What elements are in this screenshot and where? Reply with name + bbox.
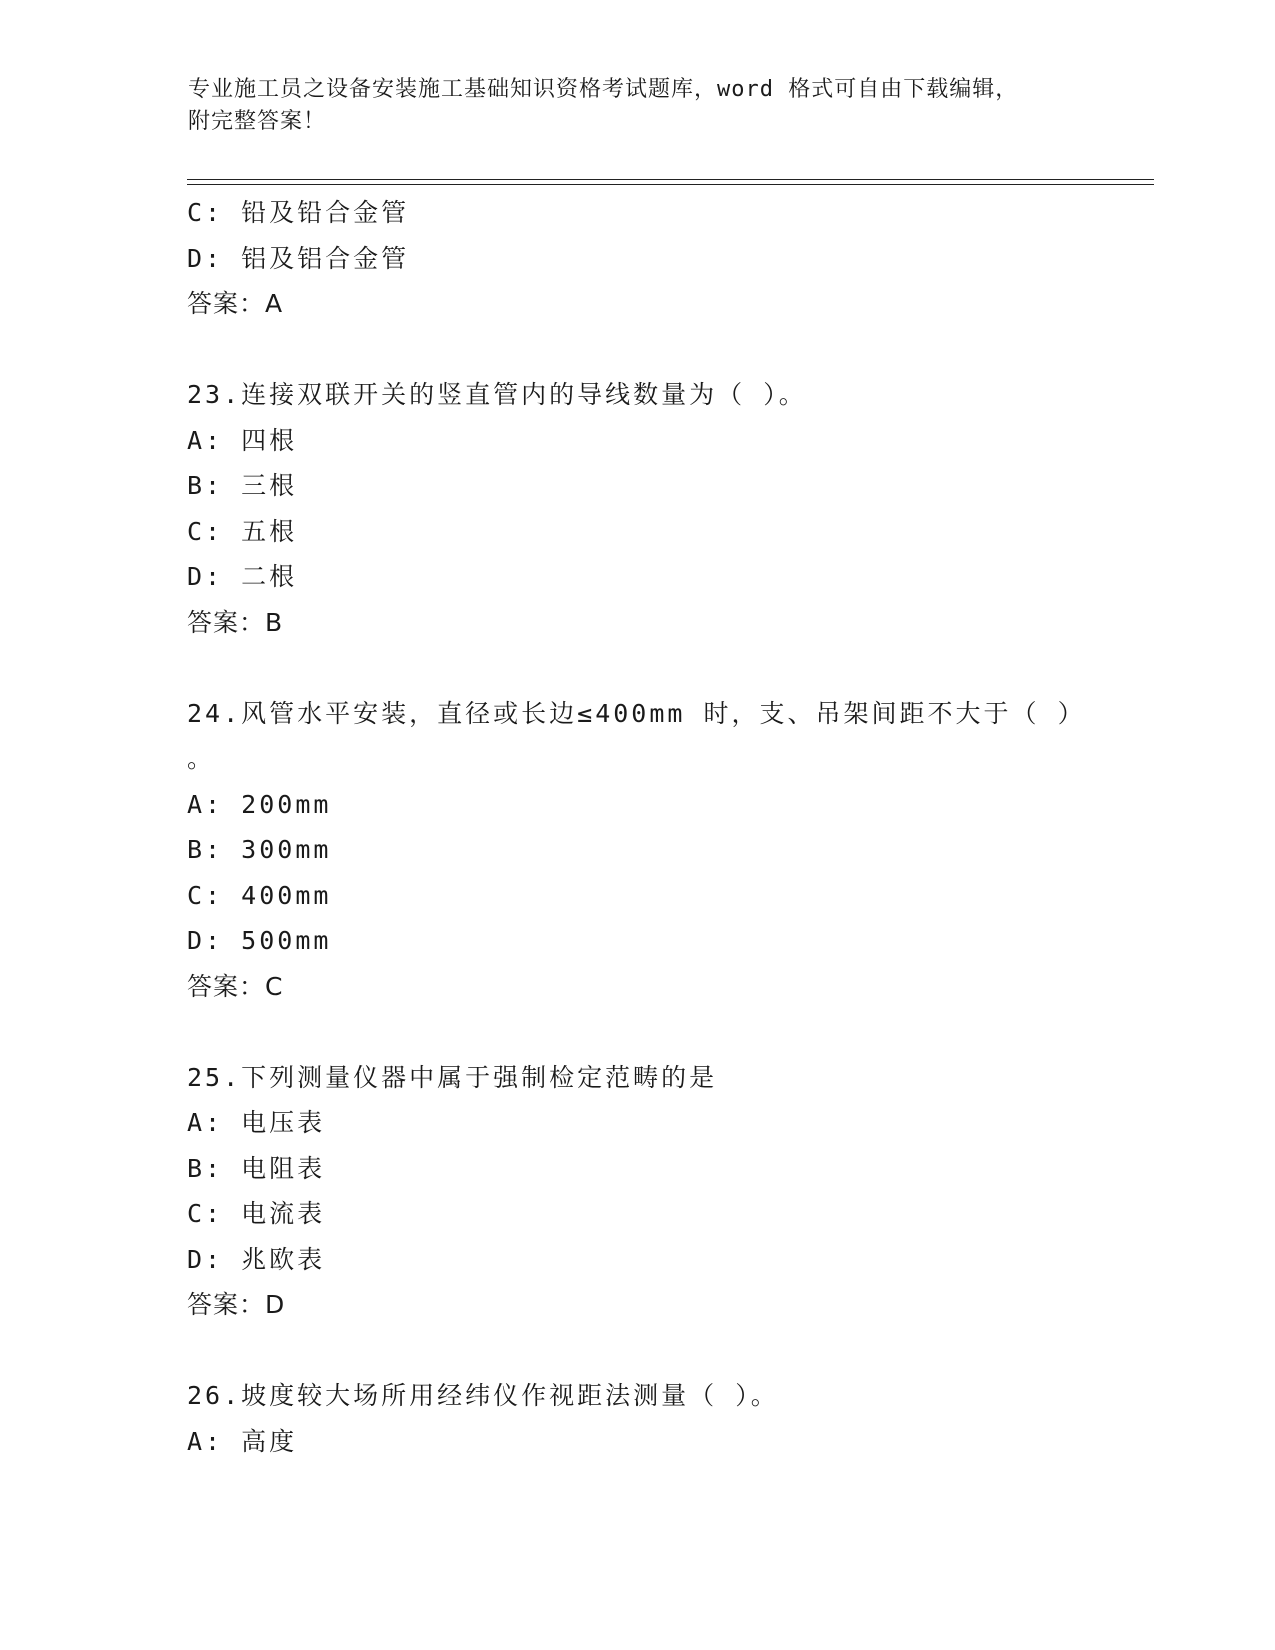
option-letter: D: bbox=[187, 243, 224, 273]
option-c bbox=[187, 873, 1087, 919]
option-letter: B: bbox=[187, 835, 224, 864]
option-letter: D: bbox=[187, 1244, 224, 1274]
option-letter: C: bbox=[187, 516, 224, 546]
option-text: 500mm bbox=[241, 926, 332, 955]
header-divider-top bbox=[187, 179, 1154, 180]
spacer bbox=[187, 1328, 1087, 1374]
option-d bbox=[187, 554, 1087, 600]
question-list bbox=[187, 190, 1087, 1464]
answer-line: 答案：D bbox=[187, 1290, 286, 1319]
option-letter: C: bbox=[187, 1199, 224, 1228]
option-text: 电压表 bbox=[241, 1108, 326, 1137]
option-text: 电流表 bbox=[241, 1199, 326, 1228]
header-line-1: 专业施工员之设备安装施工基础知识资格考试题库，word 格式可自由下载编辑， bbox=[188, 77, 1019, 102]
document-header bbox=[188, 74, 1088, 138]
option-letter: A: bbox=[187, 1426, 224, 1456]
option-letter: D: bbox=[187, 926, 224, 955]
option-c bbox=[187, 190, 1087, 236]
option-letter: B: bbox=[187, 471, 224, 500]
option-c bbox=[187, 509, 1087, 555]
option-letter: C: bbox=[187, 880, 224, 910]
question-stem: 24.风管水平安装，直径或长边≤400mm 时，支、吊架间距不大于（ ） bbox=[187, 698, 1086, 728]
option-text: 四根 bbox=[241, 425, 298, 455]
option-d bbox=[187, 918, 1087, 964]
option-a bbox=[187, 782, 1087, 828]
option-a bbox=[187, 1419, 1087, 1465]
question-stem: 26.坡度较大场所用经纬仪作视距法测量（ ）。 bbox=[187, 1381, 779, 1410]
answer-line: 答案：B bbox=[187, 607, 284, 637]
option-letter: C: bbox=[187, 198, 224, 227]
header-divider-bottom bbox=[187, 184, 1154, 185]
spacer bbox=[187, 645, 1087, 691]
option-letter: D: bbox=[187, 562, 224, 591]
spacer bbox=[187, 327, 1087, 373]
header-line-2: 附完整答案！ bbox=[188, 109, 327, 134]
option-letter: A: bbox=[187, 789, 224, 819]
option-b bbox=[187, 1146, 1087, 1192]
spacer bbox=[187, 1009, 1087, 1055]
option-text: 400mm bbox=[241, 880, 332, 910]
option-text: 高度 bbox=[241, 1426, 298, 1456]
option-text: 300mm bbox=[241, 835, 332, 864]
option-text: 200mm bbox=[241, 789, 332, 819]
option-b bbox=[187, 827, 1087, 873]
option-text: 五根 bbox=[241, 516, 298, 546]
option-d bbox=[187, 1237, 1087, 1283]
option-text: 兆欧表 bbox=[241, 1244, 326, 1274]
answer-line: 答案：A bbox=[187, 289, 284, 318]
option-a bbox=[187, 1100, 1087, 1146]
option-letter: B: bbox=[187, 1153, 224, 1183]
option-d bbox=[187, 236, 1087, 282]
option-text: 铅及铅合金管 bbox=[241, 198, 410, 227]
question-stem: 23.连接双联开关的竖直管内的导线数量为（ ）。 bbox=[187, 380, 807, 409]
option-a bbox=[187, 418, 1087, 464]
option-b bbox=[187, 463, 1087, 509]
option-text: 二根 bbox=[241, 562, 298, 591]
option-text: 电阻表 bbox=[241, 1153, 326, 1183]
option-letter: A: bbox=[187, 425, 224, 455]
question-stem-continuation: 。 bbox=[187, 744, 216, 773]
question-stem: 25.下列测量仪器中属于强制检定范畴的是 bbox=[187, 1062, 718, 1092]
option-letter: A: bbox=[187, 1108, 224, 1137]
option-text: 铝及铝合金管 bbox=[241, 243, 410, 273]
option-c bbox=[187, 1191, 1087, 1237]
answer-line: 答案：C bbox=[187, 971, 284, 1001]
option-text: 三根 bbox=[241, 471, 298, 500]
